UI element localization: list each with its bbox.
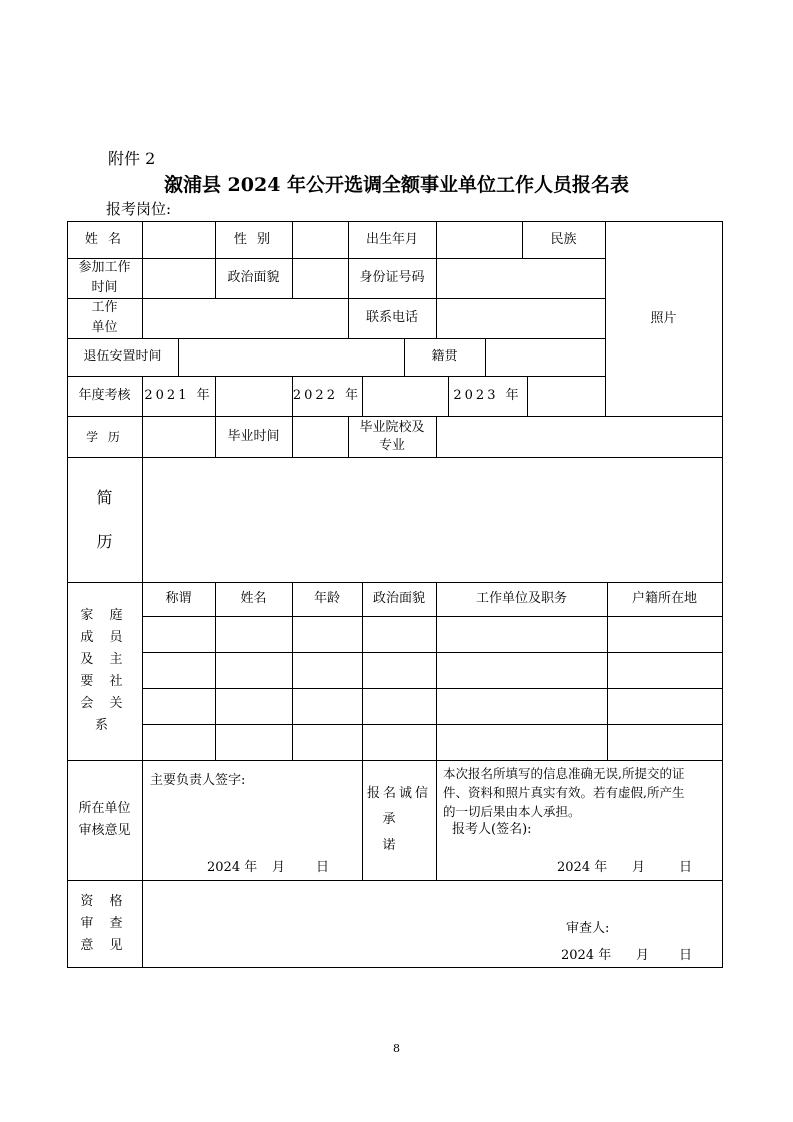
unit-review-label: 所在单位 审核意见 <box>78 801 131 838</box>
family-col-relation: 称谓 <box>165 591 192 606</box>
name-label: 姓 名 <box>84 231 125 247</box>
qualification-date-year: 2024 年 <box>561 948 612 963</box>
honesty-text: 本次报名所填写的信息准确无误,所提交的证 件、资料和照片真实有效。若有虚假,所产生 的一切后果由本人承担。 <box>443 766 685 819</box>
photo-box[interactable] <box>605 221 722 416</box>
id-number-label: 身份证号码 <box>359 270 425 285</box>
leader-sign-label: 主要负责人签字: <box>150 773 246 788</box>
native-place-label: 籍贯 <box>431 349 458 364</box>
family-col-work: 工作单位及职务 <box>475 591 567 606</box>
unit-date-year: 2024 年 <box>207 860 258 875</box>
page-number: 8 <box>393 1042 400 1055</box>
birth-label: 出生年月 <box>365 231 418 247</box>
form-title: 溆浦县 2024 年公开选调全额事业单位工作人员报名表 <box>163 174 630 196</box>
applicant-sign-label: 报考人(签名): <box>452 822 532 837</box>
honesty-date-year: 2024 年 <box>557 860 608 875</box>
annual-review-label: 年度考核 <box>78 388 131 403</box>
gender-label: 性 别 <box>233 231 274 247</box>
qualification-date-month: 月 <box>636 948 650 963</box>
unit-date-day: 日 <box>316 860 330 875</box>
birth-input[interactable] <box>436 221 522 258</box>
qualification-date-day: 日 <box>679 948 693 963</box>
unit-date-month: 月 <box>272 860 286 875</box>
family-col-political: 政治面貌 <box>372 591 425 606</box>
year-2022-label: 2022 年 <box>292 388 362 403</box>
education-label: 学 历 <box>86 429 123 444</box>
post-label: 报考岗位: <box>106 200 172 218</box>
family-label: 家 庭 成 员 及 主 要 社 会 关 系 <box>80 608 129 733</box>
honesty-date-month: 月 <box>632 860 646 875</box>
year-2023-label: 2023 年 <box>453 388 522 403</box>
resume-label: 简 历 <box>96 487 113 551</box>
work-start-label: 参加工作 时间 <box>78 260 131 295</box>
phone-label: 联系电话 <box>365 310 418 325</box>
family-col-residence: 户籍所在地 <box>631 591 697 606</box>
resume-input[interactable] <box>142 457 722 582</box>
name-input[interactable] <box>142 221 215 258</box>
photo-label: 照片 <box>650 310 677 326</box>
honesty-label: 报名诚信 承 诺 <box>366 786 431 853</box>
school-major-label: 毕业院校及 专业 <box>359 419 425 453</box>
gender-input[interactable] <box>292 221 348 258</box>
grad-time-label: 毕业时间 <box>227 428 280 444</box>
veteran-time-label: 退伍安置时间 <box>83 349 162 364</box>
qualification-label: 资 格 审 查 意 见 <box>80 893 129 953</box>
attachment-label: 附件 2 <box>108 149 156 168</box>
political-label: 政治面貌 <box>227 270 280 285</box>
family-col-age: 年龄 <box>313 591 340 606</box>
work-unit-label: 工作 单位 <box>91 300 118 335</box>
reviewer-label: 审查人: <box>566 921 610 936</box>
ethnicity-label: 民族 <box>550 231 577 247</box>
year-2021-label: 2021 年 <box>144 388 213 403</box>
honesty-date-day: 日 <box>679 860 693 875</box>
family-col-name: 姓名 <box>240 591 267 606</box>
